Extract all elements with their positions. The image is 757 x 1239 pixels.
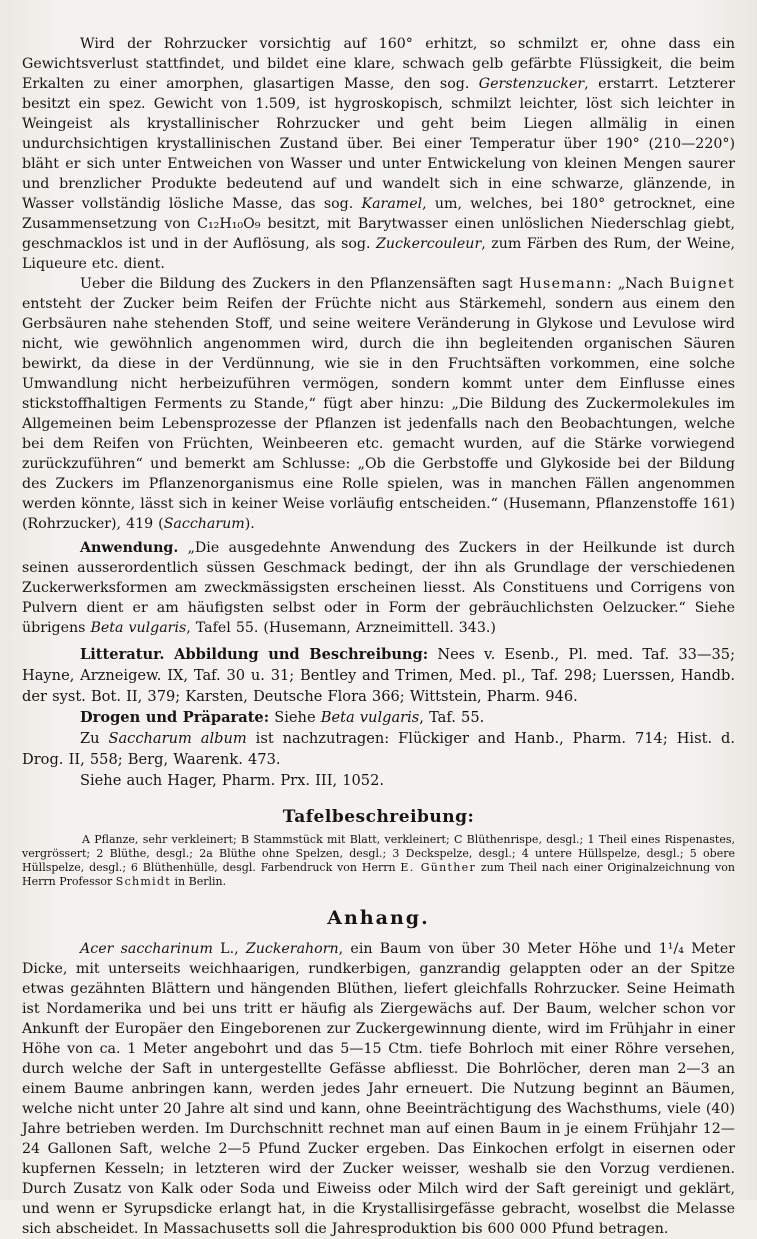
text-span: , zum Färben des Rum, der Weine, Liqueure etc. dient. (22, 236, 735, 272)
text-span: , ein Baum von über 30 Meter Höhe und 1¹/₄ Meter Dicke, mit unterseits weichhaarigen, rundkerbigen, ganzrandig gelappten oder an der Spitze etwas gezähnten Blättern und hängenden Blüthen, liefert gleichfalls Rohrzucker. Seine Heimath ist Nordamerika und bei uns tritt er häufig als Ziergewächs auf. Der Baum, welcher schon vor Ankunft der Europäer den Eingeborenen zur Zuckergewinnung diente, wird im Frühjahr in einer Höhe von ca. 1 Meter angebohrt und das 5—15 Ctm. tiefe Bohrloch mit einer Röhre versehen, durch welche der Saft in untergestellte Gefässe abfliesst. Die Bohrlöcher, deren man 2—3 an einem Baume anbringen kann, werden jedes Jahr erneuert. Die Nutzung beginnt an Bäumen, welche nicht unter 20 Jahre alt sind und kann, ohne Beeinträchtigung des Wachsthums, viele (40) Jahre betrieben werden. Im Durchschnitt rechnet man auf einen Baum in je einem Frühjahr 12—24 Gallonen Saft, welche 2—5 Pfund Zucker ergeben. Das Einkochen erfolgt in eisernen oder kupfernen Kesseln; in letzteren wird der Zucker weisser, weshalb sie den Vorzug verdienen. Durch Zusatz von Kalk oder Soda und Eiweiss oder Milch wird der Saft gereinigt und geklärt, und wenn er Syrupsdicke erlangt hat, in die Krystallisirgefässe gebracht, woselbst die Melasse sich abscheidet. In Massachusetts soll die Jahresproduktion bis 600 000 Pfund betragen. (22, 941, 736, 1237)
term-gerstenzucker: Gerstenzucker (478, 76, 585, 92)
author-name: Husemann (518, 276, 607, 292)
text-span: Wird der Rohrzucker vorsichtig auf 160° erhitzt, so schmilzt er, ohne dass ein Gewichtsverlust stattfindet, und bildet eine klare, schwach gelb gefärbte Flüssigkeit, die beim Erkalten zu einer amorphen, glasartigen Masse, den sog. (22, 36, 735, 92)
text-span: Siehe (269, 709, 321, 726)
paragraph-drogen (22, 707, 735, 728)
term-zuckercouleur: Zuckercouleur (376, 236, 482, 252)
paragraph-rohrzucker-erhitzen (22, 34, 735, 274)
text-span: ). (244, 516, 255, 532)
text-span: L., (212, 941, 246, 957)
text-span: zum Theil nach einer Originalzeichnung von Herrn Professor (22, 861, 735, 888)
term-beta-vulgaris: Beta vulgaris (90, 620, 187, 636)
text-span: Nees v. Esenb., Pl. med. Taf. 33—35; Hayne, Arzneigew. IX, Taf. 30 u. 31; Bentley and Trimen, Med. pl., Taf. 298; Luerssen, Handb. der syst. Bot. II, 379; Karsten, Deutsche Flora 366; Wittstein, Pharm. 946. (22, 646, 735, 705)
paragraph-anwendung (22, 538, 735, 638)
text-span: , Taf. 55. (419, 709, 485, 726)
text-span: ist nachzutragen: Flückiger and Hanb., Pharm. 714; Hist. d. Drog. II, 558; Berg, Waarenk. 473. (22, 730, 735, 768)
text-span: : „Nach (606, 276, 670, 292)
text-span: , erstarrt. Letzterer besitzt ein spez. Gewicht von 1.509, ist hygroskopisch, schmilzt leichter, löst sich leichter in Weingeist als krystallinischer Rohrzucker und geht beim Liegen allmälig in einen undurchsichtigen krystallinischen Zustand über. Bei einer Temperatur über 190° (210—220°) bläht er sich unter Entweichen von Wasser und unter Entwickelung von kleinen Mengen saurer und brenzlicher Produkte bedeutend auf und wandelt sich in eine schwarze, glänzende, in Wasser vollständig lösliche Masse, das sog. (22, 76, 735, 212)
term-beta-vulgaris: Beta vulgaris (320, 709, 420, 726)
author-name: Buignet (669, 276, 735, 292)
term-zuckerahorn: Zuckerahorn (245, 941, 339, 957)
text-span: Ueber die Bildung des Zuckers in den Pflanzensäften sagt (80, 276, 519, 292)
paragraph-saccharum-album (22, 728, 735, 770)
references-block (22, 644, 735, 791)
section-heading-drogen: Drogen und Präparate: (80, 709, 270, 726)
heading-tafelbeschreibung: Tafelbeschreibung: (282, 807, 475, 827)
text-span: Zu (80, 730, 109, 747)
paragraph-anhang (22, 939, 735, 1239)
text-span: „Die ausgedehnte Anwendung des Zuckers in der Heilkunde ist durch seinen ausserordentlich süssen Geschmack bedingt, der ihn als Grundlage der verschiedenen Zuckerwerksformen am zweckmässigsten erscheinen liesst. Als Constituens und Corrigens von Pulvern dient er am häufigsten selbst oder in Form der gebräuchlichsten Oelzucker.“ Siehe übrigens (22, 540, 735, 636)
author-name: E. Günther (400, 861, 477, 874)
text-span: , Tafel 55. (Husemann, Arzneimittell. 343.) (186, 620, 496, 636)
author-name: Schmidt (115, 875, 172, 888)
text-span: entsteht der Zucker beim Reifen der Früchte nicht aus Stärkemehl, sondern aus einem den Gerbsäuren nahe stehenden Stoff, und seine weitere Veränderung in Glykose und Levulose wird nicht, wie gewöhnlich angenommen wird, durch die ihn begleitenden organischen Säuren bewirkt, da diese in der Verdünnung, wie sie in den Fruchtsäften vorkommen, eine solche Umwandlung nicht herbeizuführen vermögen, sondern kommt unter dem Einflusse eines stickstoffhaltigen Ferments zu Stande,“ fügt aber hinzu: „Die Bildung des Zuckermolekules im Allgemeinen beim Lebensprozesse der Pflanzen ist jedenfalls nach den Beobachtungen, welche bei dem Reifen von Früchten, Weinbeeren etc. gemacht wurden, auf die Stärke vorwiegend zurückzuführen“ und bemerkt am Schlusse: „Ob die Gerbstoffe und Glykoside bei der Bildung des Zuckers im Pflanzenorganismus eine Rolle spielen, was in manchen Fällen angenommen werden könnte, lässt sich in keiner Weise vorläufig entscheiden.“ (Husemann, Pflanzenstoffe 161) (Rohrzucker), 419 ( (22, 296, 735, 532)
section-heading-anwendung: Anwendung. (80, 540, 179, 556)
section-heading-litteratur: Litteratur. Abbildung und Beschreibung: (80, 646, 429, 663)
term-karamel: Karamel (361, 196, 423, 212)
paragraph-bildung-des-zuckers (22, 274, 735, 534)
term-saccharum: Saccharum (163, 516, 245, 532)
text-span: A Pflanze, sehr verkleinert; B Stammstück mit Blatt, verkleinert; C Blüthenrispe, desgl.; 1 Theil eines Rispenastes, vergrössert; 2 Blüthe, desgl.; 2a Blüthe ohne Spelzen, desgl.; 3 Deckspelze, desgl.; 4 untere Hüllspelze, desgl.; 5 obere Hüllspelze, desgl.; 6 Blüthenhülle, desgl. Farbendruck von Herrn (22, 833, 735, 874)
heading-anhang: Anhang. (327, 907, 430, 929)
text-span: in Berlin. (171, 875, 227, 888)
term-saccharum-album: Saccharum album (108, 730, 247, 747)
paragraph-litteratur (22, 644, 735, 707)
paragraph-hager: Siehe auch Hager, Pharm. Prx. III, 1052. (80, 772, 385, 789)
term-acer-saccharinum: Acer saccharinum (80, 941, 213, 957)
paragraph-tafelbeschreibung (22, 833, 735, 889)
text-span: , um, welches, bei 180° getrocknet, eine Zusammensetzung von C₁₂H₁₀O₉ besitzt, mit Barytwasser einen unlöslichen Niederschlag giebt, geschmacklos ist und in der Auflösung, als sog. (22, 196, 735, 252)
